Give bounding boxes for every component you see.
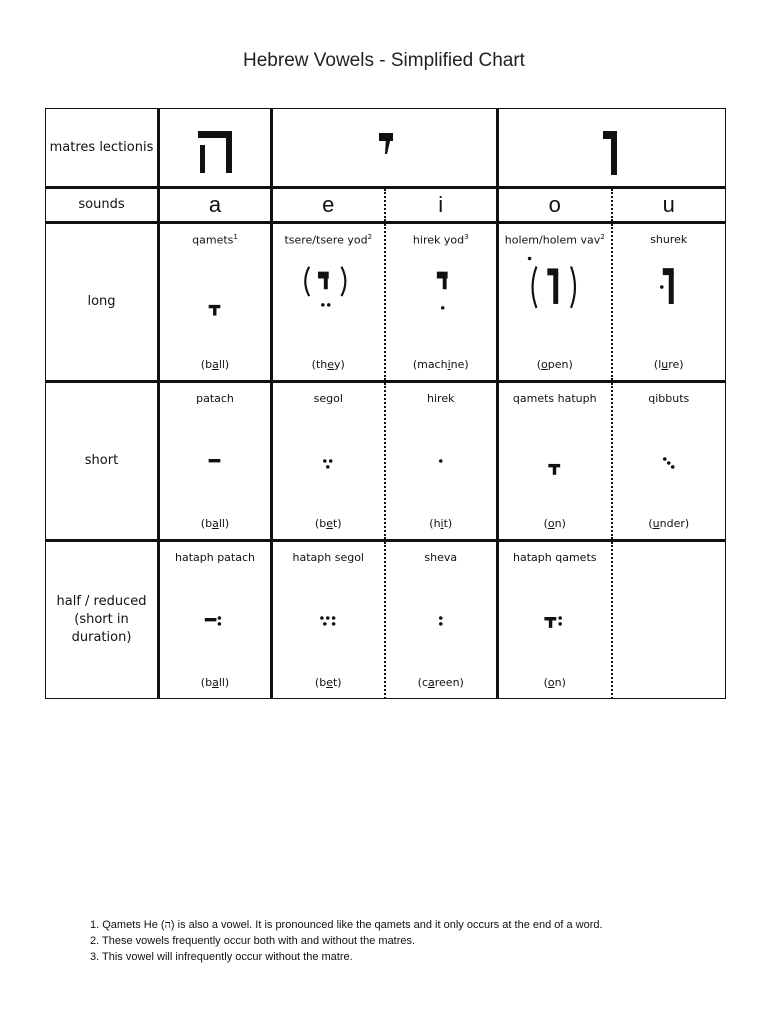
- example-suffix: n): [554, 676, 566, 689]
- example-word: [160, 517, 270, 530]
- example-word: [499, 676, 611, 689]
- sounds-label: sounds: [46, 188, 159, 223]
- vowel-name-text: tsere/tsere yod: [284, 233, 368, 247]
- example-word: [499, 358, 611, 371]
- example-suffix: ne): [450, 358, 469, 371]
- row-half-reduced: [46, 541, 726, 699]
- example-suffix: ll): [218, 358, 230, 371]
- vowel-cell: [385, 541, 498, 699]
- vowel-cell: [498, 223, 612, 382]
- vowel-cell: [272, 382, 385, 541]
- row-short: [46, 382, 726, 541]
- example-prefix: (: [543, 676, 548, 689]
- vowel-name-text: hataph segol: [292, 551, 364, 564]
- vowel-name: [273, 551, 384, 564]
- hirek-yod-mark-icon: [386, 254, 497, 346]
- shurek-mark-icon: [613, 254, 726, 346]
- example-prefix: (b: [200, 358, 213, 371]
- example-suffix: pen): [547, 358, 573, 371]
- example-word: [386, 517, 497, 530]
- example-word: [273, 676, 384, 689]
- vowel-cell: [612, 223, 726, 382]
- example-word: [160, 358, 270, 371]
- example-word: [160, 676, 270, 689]
- example-vowel: i: [440, 517, 444, 530]
- example-prefix: (b: [314, 676, 327, 689]
- matres-label: matres lectionis: [46, 109, 159, 188]
- vowel-name: [499, 551, 611, 564]
- vowel-cell: [159, 382, 272, 541]
- vowel-name: [160, 551, 270, 564]
- row-label-short: short: [46, 382, 159, 541]
- footnote-1-text: 1. Qamets He (: [90, 919, 165, 931]
- example-suffix: t): [443, 517, 453, 530]
- footnote-2: 2. These vowels frequently occur both with and without the matres.: [90, 935, 416, 947]
- qamets-mark-icon: [499, 413, 611, 505]
- example-suffix: t): [332, 517, 342, 530]
- matre-he-cell: [159, 109, 272, 188]
- vowel-name-text: qamets hatuph: [512, 392, 597, 405]
- sound-u: u: [612, 188, 726, 223]
- example-word: [386, 676, 497, 689]
- example-vowel: o: [547, 517, 555, 530]
- matre-vav-cell: [498, 109, 726, 188]
- example-prefix: (c: [417, 676, 428, 689]
- vowel-cell: [272, 223, 385, 382]
- example-suffix: ll): [218, 676, 230, 689]
- vowel-name-text: hataph patach: [174, 551, 255, 564]
- vowel-chart: [45, 108, 726, 699]
- example-prefix: (b: [200, 517, 213, 530]
- footnote-ref: 1: [233, 233, 238, 241]
- matres-row: [46, 109, 726, 188]
- example-prefix: (: [648, 517, 653, 530]
- example-vowel: a: [428, 676, 435, 689]
- footnotes: [90, 917, 603, 965]
- matre-yod-cell: [272, 109, 498, 188]
- example-vowel: o: [541, 358, 548, 371]
- example-word: [613, 358, 726, 371]
- vowel-cell: [272, 541, 385, 699]
- vowel-name: [386, 551, 497, 564]
- example-suffix: reen): [434, 676, 464, 689]
- example-suffix: nder): [659, 517, 690, 530]
- example-prefix: (h: [429, 517, 441, 530]
- vowel-cell: [612, 382, 726, 541]
- he-letter-icon: [160, 109, 273, 182]
- vowel-cell: [385, 382, 498, 541]
- example-prefix: (b: [200, 676, 213, 689]
- example-suffix: y): [334, 358, 345, 371]
- example-vowel: u: [652, 517, 660, 530]
- example-vowel: o: [547, 676, 555, 689]
- footnote-ref: 3: [464, 233, 469, 241]
- example-vowel: a: [212, 676, 219, 689]
- patach-mark-icon: [160, 413, 270, 505]
- vowel-name: [160, 233, 270, 247]
- vowel-name: [273, 392, 384, 405]
- row-label-half-reduced: half / reduced (short in duration): [46, 541, 159, 699]
- holem-mark-icon: [499, 254, 611, 346]
- row-label-long: long: [46, 223, 159, 382]
- vav-letter-icon: [499, 109, 727, 182]
- page-title: Hebrew Vowels - Simplified Chart: [243, 50, 525, 71]
- vowel-cell: [385, 223, 498, 382]
- footnote-1: [90, 917, 603, 933]
- example-suffix: ll): [218, 517, 230, 530]
- example-vowel: e: [327, 358, 335, 371]
- sound-e: e: [272, 188, 385, 223]
- vowel-name: [160, 392, 270, 405]
- footnote-1-letter: ה: [164, 918, 171, 931]
- example-word: [499, 517, 611, 530]
- vowel-cell: [159, 223, 272, 382]
- vowel-cell: [498, 541, 612, 699]
- example-vowel: a: [212, 358, 219, 371]
- sounds-row: [46, 188, 726, 223]
- example-suffix: n): [554, 517, 566, 530]
- vowel-name-text: hirek yod: [412, 233, 465, 247]
- example-vowel: e: [326, 517, 333, 530]
- yod-letter-icon: [273, 109, 499, 182]
- vowel-cell: [612, 541, 726, 699]
- example-word: [386, 358, 497, 371]
- footnote-3: 3. This vowel will infrequently occur without the matre.: [90, 951, 353, 963]
- vowel-cell: [159, 541, 272, 699]
- vowel-name-text: sheva: [424, 551, 458, 564]
- vowel-name-text: segol: [313, 392, 343, 405]
- example-vowel: u: [661, 358, 669, 371]
- example-prefix: (: [536, 358, 542, 371]
- sheva-mark-icon: [386, 572, 497, 664]
- vowel-name-text: hataph qamets: [513, 551, 597, 564]
- vowel-name: [613, 392, 726, 405]
- example-vowel: e: [326, 676, 333, 689]
- vowel-name-text: shurek: [650, 233, 688, 246]
- footnote-ref: 2: [600, 233, 605, 241]
- vowel-name: [499, 392, 611, 405]
- hataph-qamets-mark-icon: [499, 572, 611, 664]
- qibbuts-mark-icon: [613, 413, 726, 505]
- vowel-name: [273, 233, 384, 247]
- footnote-ref: 2: [367, 233, 373, 241]
- hataph-patach-mark-icon: [160, 572, 270, 664]
- vowel-name-text: hirek: [427, 392, 455, 405]
- example-prefix: (th: [311, 358, 328, 371]
- vowel-name-text: qibbuts: [648, 392, 690, 405]
- hataph-segol-mark-icon: [273, 572, 384, 664]
- example-vowel: i: [447, 358, 451, 371]
- example-suffix: re): [668, 358, 684, 371]
- example-prefix: (mach: [412, 358, 448, 371]
- hirek-mark-icon: [386, 413, 497, 505]
- segol-mark-icon: [273, 413, 384, 505]
- vowel-name: [386, 233, 497, 247]
- footnote-1-text-end: ) is also a vowel. It is pronounced like the qamets and it only occurs at the end of a word.: [170, 919, 603, 931]
- example-word: [273, 358, 384, 371]
- sound-a: a: [159, 188, 272, 223]
- row-long: [46, 223, 726, 382]
- example-word: [613, 517, 726, 530]
- example-word: [273, 517, 384, 530]
- vowel-name-text: holem/holem vav: [504, 233, 601, 247]
- vowel-name-text: patach: [196, 392, 234, 405]
- tsere-mark-icon: [273, 254, 384, 346]
- vowel-cell: [498, 382, 612, 541]
- sound-o: o: [498, 188, 612, 223]
- example-suffix: t): [332, 676, 342, 689]
- sound-i: i: [385, 188, 498, 223]
- example-prefix: (l: [653, 358, 662, 371]
- example-prefix: (: [543, 517, 548, 530]
- vowel-name: [613, 233, 726, 246]
- vowel-name: [499, 233, 611, 247]
- example-vowel: a: [212, 517, 219, 530]
- example-prefix: (b: [314, 517, 327, 530]
- vowel-name-text: qamets: [192, 233, 234, 247]
- vowel-name: [386, 392, 497, 405]
- qamets-mark-icon: [160, 254, 270, 346]
